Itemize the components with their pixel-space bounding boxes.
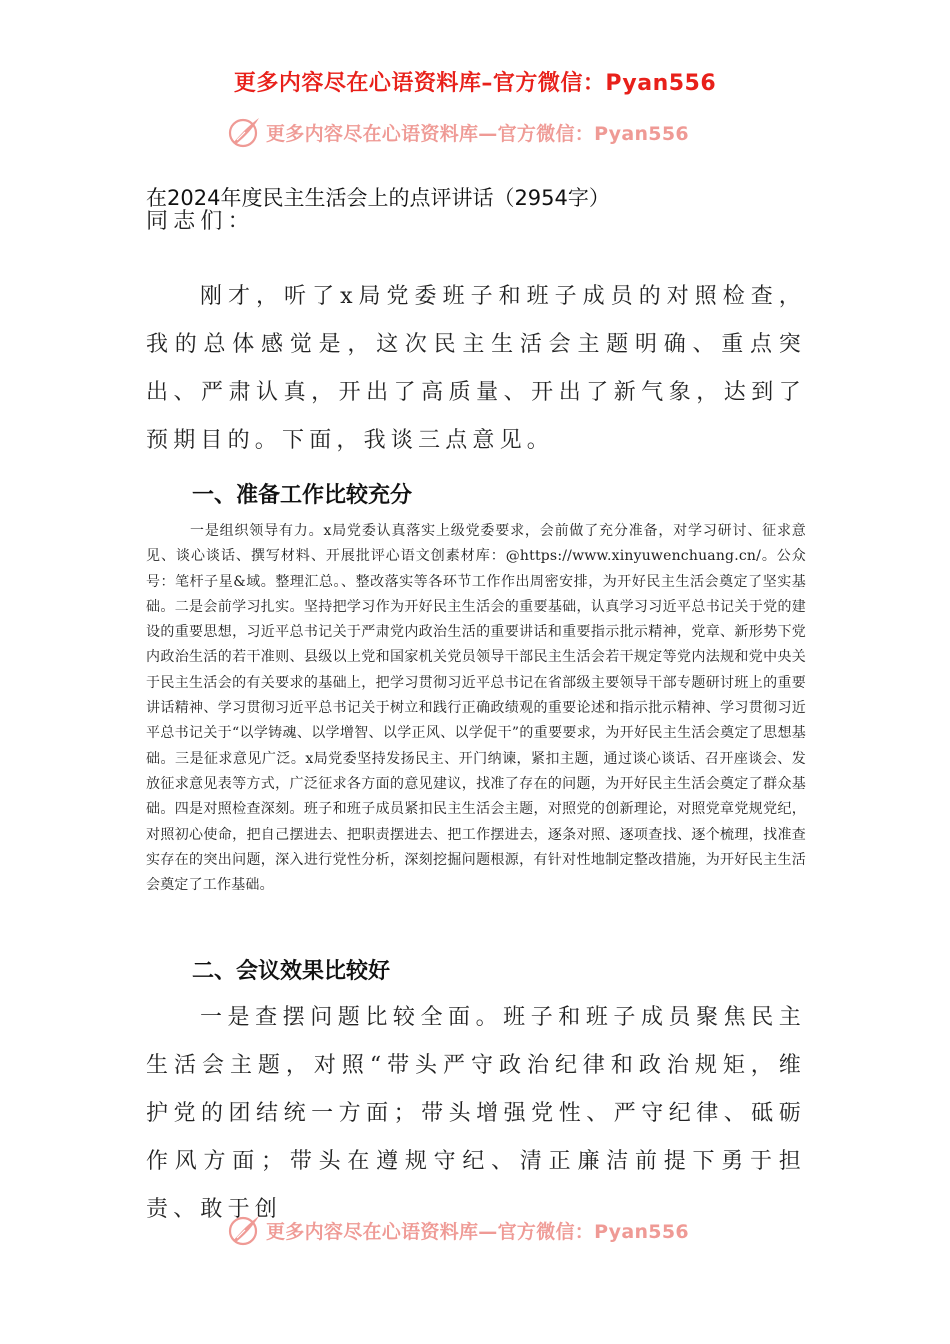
section-2-body: 一是查摆问题比较全面。班子和班子成员聚焦民主生活会主题，对照“带头严守政治纪律和政治规矩，维护党的团结统一方面；带头增强党性、严守纪律、砥砺作风方面；带头在遵规守纪、清正廉洁前提下勇于担责、敢于创 xyxy=(146,1005,806,1222)
intro-paragraph: 刚才，听了x局党委班子和班子成员的对照检查，我的总体感觉是，这次民主生活会主题明确、重点突出、严肃认真，开出了高质量、开出了新气象，达到了预期目的。下面，我谈三点意见。 xyxy=(146,284,806,453)
watermark-text: 更多内容尽在心语资料库—官方微信：Pyan556 xyxy=(266,1220,689,1243)
section-heading-1: 一、准备工作比较充分 xyxy=(192,483,413,508)
document-title: 在2024年度民主生活会上的点评讲话（2954字） xyxy=(146,186,610,210)
section-1-body: 一是组织领导有力。x局党委认真落实上级党委要求，会前做了充分准备，对学习研讨、征求意见、谈心谈话、撰写材料、开展批评心语文创素材库：@https://www.xinyuwenchuang.cn/。公众号：笔杆子星&域。整理汇总。、整改落实等各环节工作作出周密安排，为开好民主生活会奠定了坚实基础。二是会前学习扎实。坚持把学习作为开好民主生活会的重要基础，认真学习习近平总书记关于党的建设的重要思想，习近平总书记关于严肃党内政治生活的重要讲话和重要指示批示精神，党章、新形势下党内政治生活的若干准则、县级以上党和国家机关党员领导干部民主生活会若干规定等党内法规和党中央关于民主生活会的有关要求的基础上，把学习贯彻习近平总书记在省部级主要领导干部专题研讨班上的重要讲话精神、学习贯彻习近平总书记关于树立和践行正确政绩观的重要论述和指示批示精神、学习贯彻习近平总书记关于“以学铸魂、以学增智、以学正风、以学促干”的重要要求，为开好民主生活会奠定了思想基础。三是征求意见广泛。x局党委坚持发扬民主、开门纳谏，紧扣主题，通过谈心谈话、召开座谈会、发放征求意见表等方式，广泛征求各方面的意见建议，找准了存在的问题，为开好民主生活会奠定了群众基础。四是对照检查深刻。班子和班子成员紧扣民主生活会主题，对照党的创新理论，对照党章党规党纪，对照初心使命，把自己摆进去、把职责摆进去、把工作摆进去，逐条对照、逐项查找、逐个梳理，找准查实存在的突出问题，深入进行党性分析，深刻挖掘问题根源，有针对性地制定整改措施，为开好民主生活会奠定了工作基础。 xyxy=(146,523,806,894)
greeting: 同志们： xyxy=(146,209,255,234)
promo-banner: 更多内容尽在心语资料库–官方微信：Pyan556 xyxy=(233,71,717,96)
quill-logo-icon xyxy=(228,115,262,149)
watermark-text: 更多内容尽在心语资料库—官方微信：Pyan556 xyxy=(266,122,689,145)
watermark-bottom xyxy=(228,1210,748,1250)
section-heading-2: 二、会议效果比较好 xyxy=(192,959,391,984)
watermark-top xyxy=(228,112,748,152)
quill-logo-icon xyxy=(228,1213,262,1247)
